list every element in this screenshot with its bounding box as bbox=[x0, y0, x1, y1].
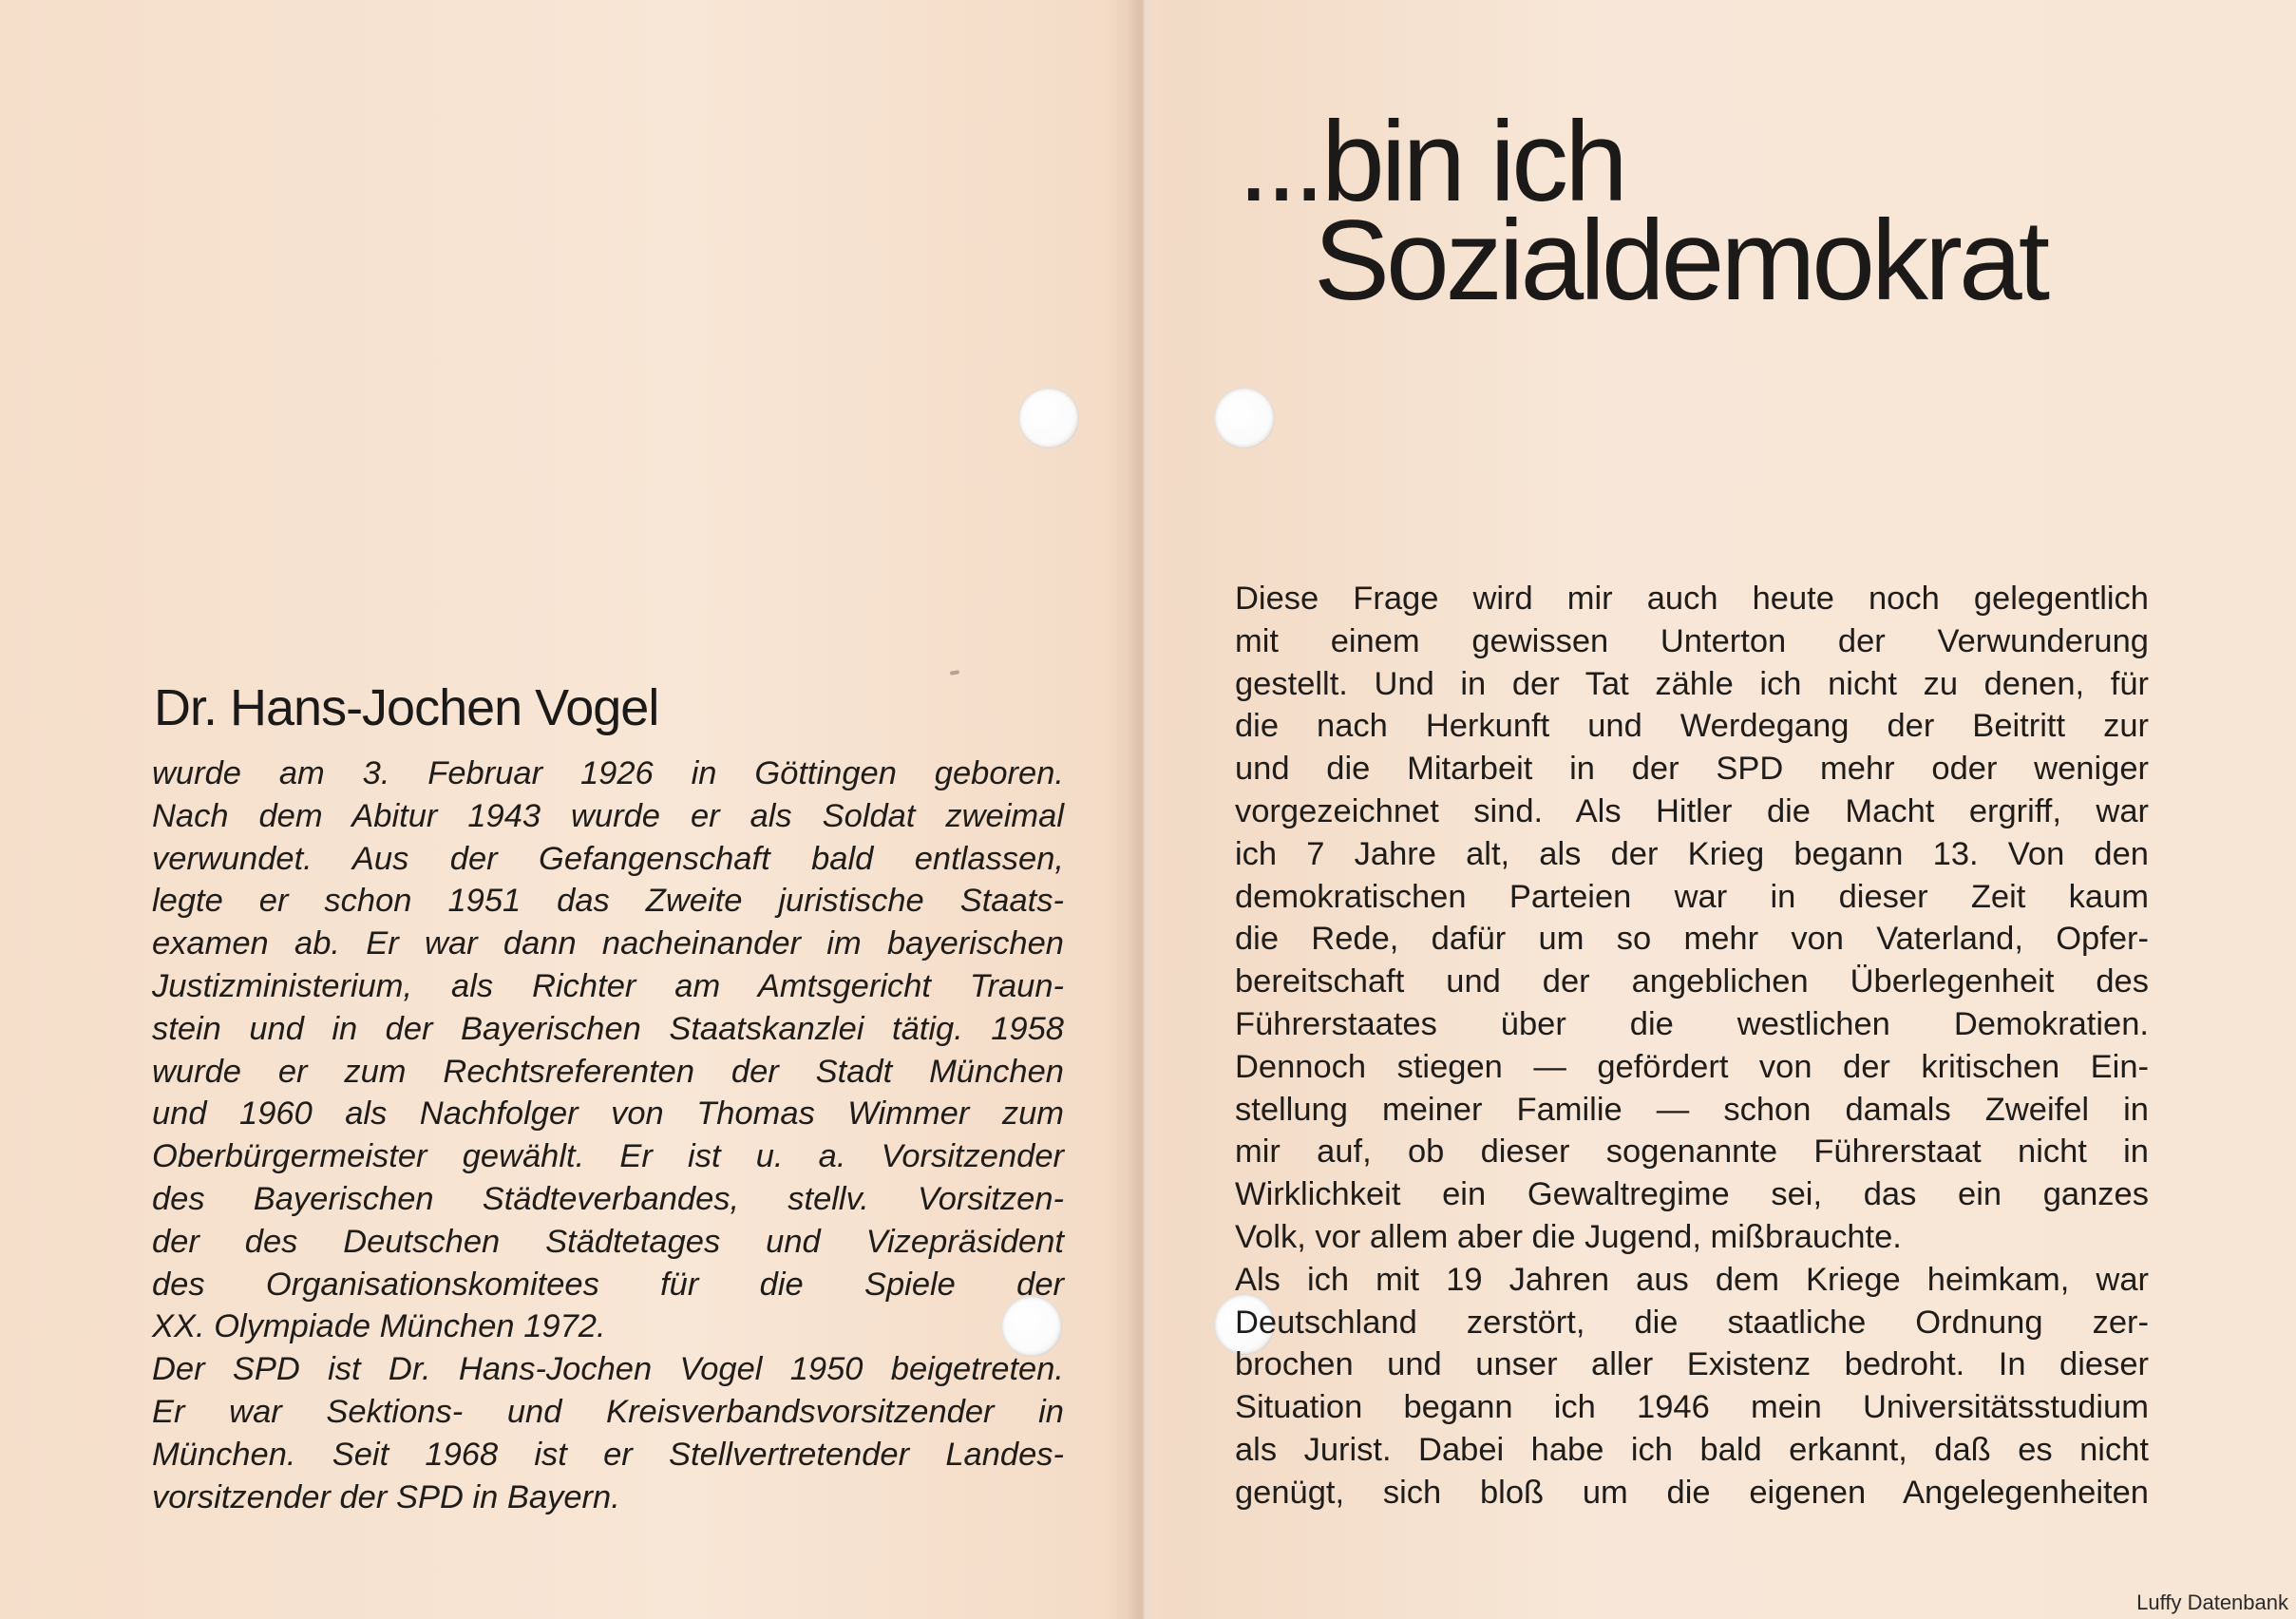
essay-text bbox=[1235, 578, 2149, 1514]
person-name-heading: Dr. Hans-Jochen Vogel bbox=[154, 679, 659, 736]
biography-line: vorsitzender der SPD in Bayern. bbox=[152, 1478, 620, 1515]
biography-line: verwundet. Aus der Gefangenschaft bald entlassen, bbox=[152, 840, 1064, 877]
essay-line: stellung meiner Familie — schon damals Zweifel in bbox=[1235, 1091, 2149, 1128]
biography-line: der des Deutschen Städtetages und Vizepräsident bbox=[152, 1223, 1064, 1260]
essay-line: gestellt. Und in der Tat zähle ich nicht zu denen, für bbox=[1235, 665, 2149, 702]
biography-line: und 1960 als Nachfolger von Thomas Wimmer zum bbox=[152, 1095, 1064, 1133]
watermark: Luffy Datenbank bbox=[2136, 1590, 2288, 1614]
biography-line: München. Seit 1968 ist er Stellvertretender Landes- bbox=[152, 1436, 1064, 1473]
biography-text bbox=[152, 752, 1064, 1518]
biography-line: Nach dem Abitur 1943 wurde er als Soldat zweimal bbox=[152, 797, 1064, 834]
essay-line: genügt, sich bloß um die eigenen Angelegenheiten bbox=[1235, 1474, 2149, 1511]
essay-line: und die Mitarbeit in der SPD mehr oder weniger bbox=[1235, 751, 2149, 788]
essay-line: die Rede, dafür um so mehr von Vaterland, Opfer- bbox=[1235, 921, 2149, 958]
essay-line: demokratischen Parteien war in dieser Zeit kaum bbox=[1235, 878, 2149, 915]
biography-line: legte er schon 1951 das Zweite juristische Staats- bbox=[152, 883, 1064, 920]
essay-line: bereitschaft und der angeblichen Überlegenheit des bbox=[1235, 963, 2149, 1000]
biography-line: wurde am 3. Februar 1926 in Göttingen geboren. bbox=[152, 755, 1064, 791]
essay-line: als Jurist. Dabei habe ich bald erkannt, daß es nicht bbox=[1235, 1431, 2149, 1468]
essay-line: brochen und unser aller Existenz bedroht. In dieser bbox=[1235, 1346, 2149, 1383]
essay-line: Wirklichkeit ein Gewaltregime sei, das ein ganzes bbox=[1235, 1176, 2149, 1213]
headline-line-1: ...bin ich bbox=[1238, 98, 1624, 225]
biography-line: des Organisationskomitees für die Spiele der bbox=[152, 1266, 1064, 1303]
essay-line: Als ich mit 19 Jahren aus dem Kriege heimkam, war bbox=[1235, 1261, 2149, 1298]
essay-line: Situation begann ich 1946 mein Universitätsstudium bbox=[1235, 1389, 2149, 1426]
essay-line: Führerstaates über die westlichen Demokratien. bbox=[1235, 1005, 2149, 1042]
biography-line: examen ab. Er war dann nacheinander im bayerischen bbox=[152, 925, 1064, 962]
biography-line: Er war Sektions- und Kreisverbandsvorsitzender in bbox=[152, 1393, 1064, 1430]
essay-line: vorgezeichnet sind. Als Hitler die Macht ergriff, war bbox=[1235, 792, 2149, 829]
essay-line: Dennoch stiegen — gefördert von der kritischen Ein- bbox=[1235, 1048, 2149, 1085]
essay-line: mir auf, ob dieser sogenannte Führerstaat nicht in bbox=[1235, 1133, 2149, 1171]
essay-line: Deutschland zerstört, die staatliche Ordnung zer- bbox=[1235, 1304, 2149, 1341]
essay-line: ich 7 Jahre alt, als der Krieg begann 13. Von den bbox=[1235, 835, 2149, 872]
essay-line: Volk, vor allem aber die Jugend, mißbrauchte. bbox=[1235, 1218, 1902, 1255]
punch-hole-top-right bbox=[1214, 388, 1275, 448]
biography-line: Justizministerium, als Richter am Amtsgericht Traun- bbox=[152, 967, 1064, 1004]
biography-line: Oberbürgermeister gewählt. Er ist u. a. Vorsitzender bbox=[152, 1138, 1064, 1175]
headline bbox=[1238, 98, 2047, 324]
biography-line: Der SPD ist Dr. Hans-Jochen Vogel 1950 beigetreten. bbox=[152, 1351, 1064, 1388]
essay-line: die nach Herkunft und Werdegang der Beitritt zur bbox=[1235, 708, 2149, 745]
essay-line: mit einem gewissen Unterton der Verwunderung bbox=[1235, 622, 2149, 659]
biography-line: stein und in der Bayerischen Staatskanzlei tätig. 1958 bbox=[152, 1010, 1064, 1047]
essay-line: Diese Frage wird mir auch heute noch gelegentlich bbox=[1235, 581, 2149, 617]
headline-line-2: Sozialdemokrat bbox=[1314, 197, 2047, 324]
biography-line: wurde er zum Rechtsreferenten der Stadt München bbox=[152, 1053, 1064, 1090]
punch-hole-top-left bbox=[1018, 388, 1079, 448]
biography-line: XX. Olympiade München 1972. bbox=[152, 1308, 606, 1345]
biography-line: des Bayerischen Städteverbandes, stellv. Vorsitzen- bbox=[152, 1180, 1064, 1217]
